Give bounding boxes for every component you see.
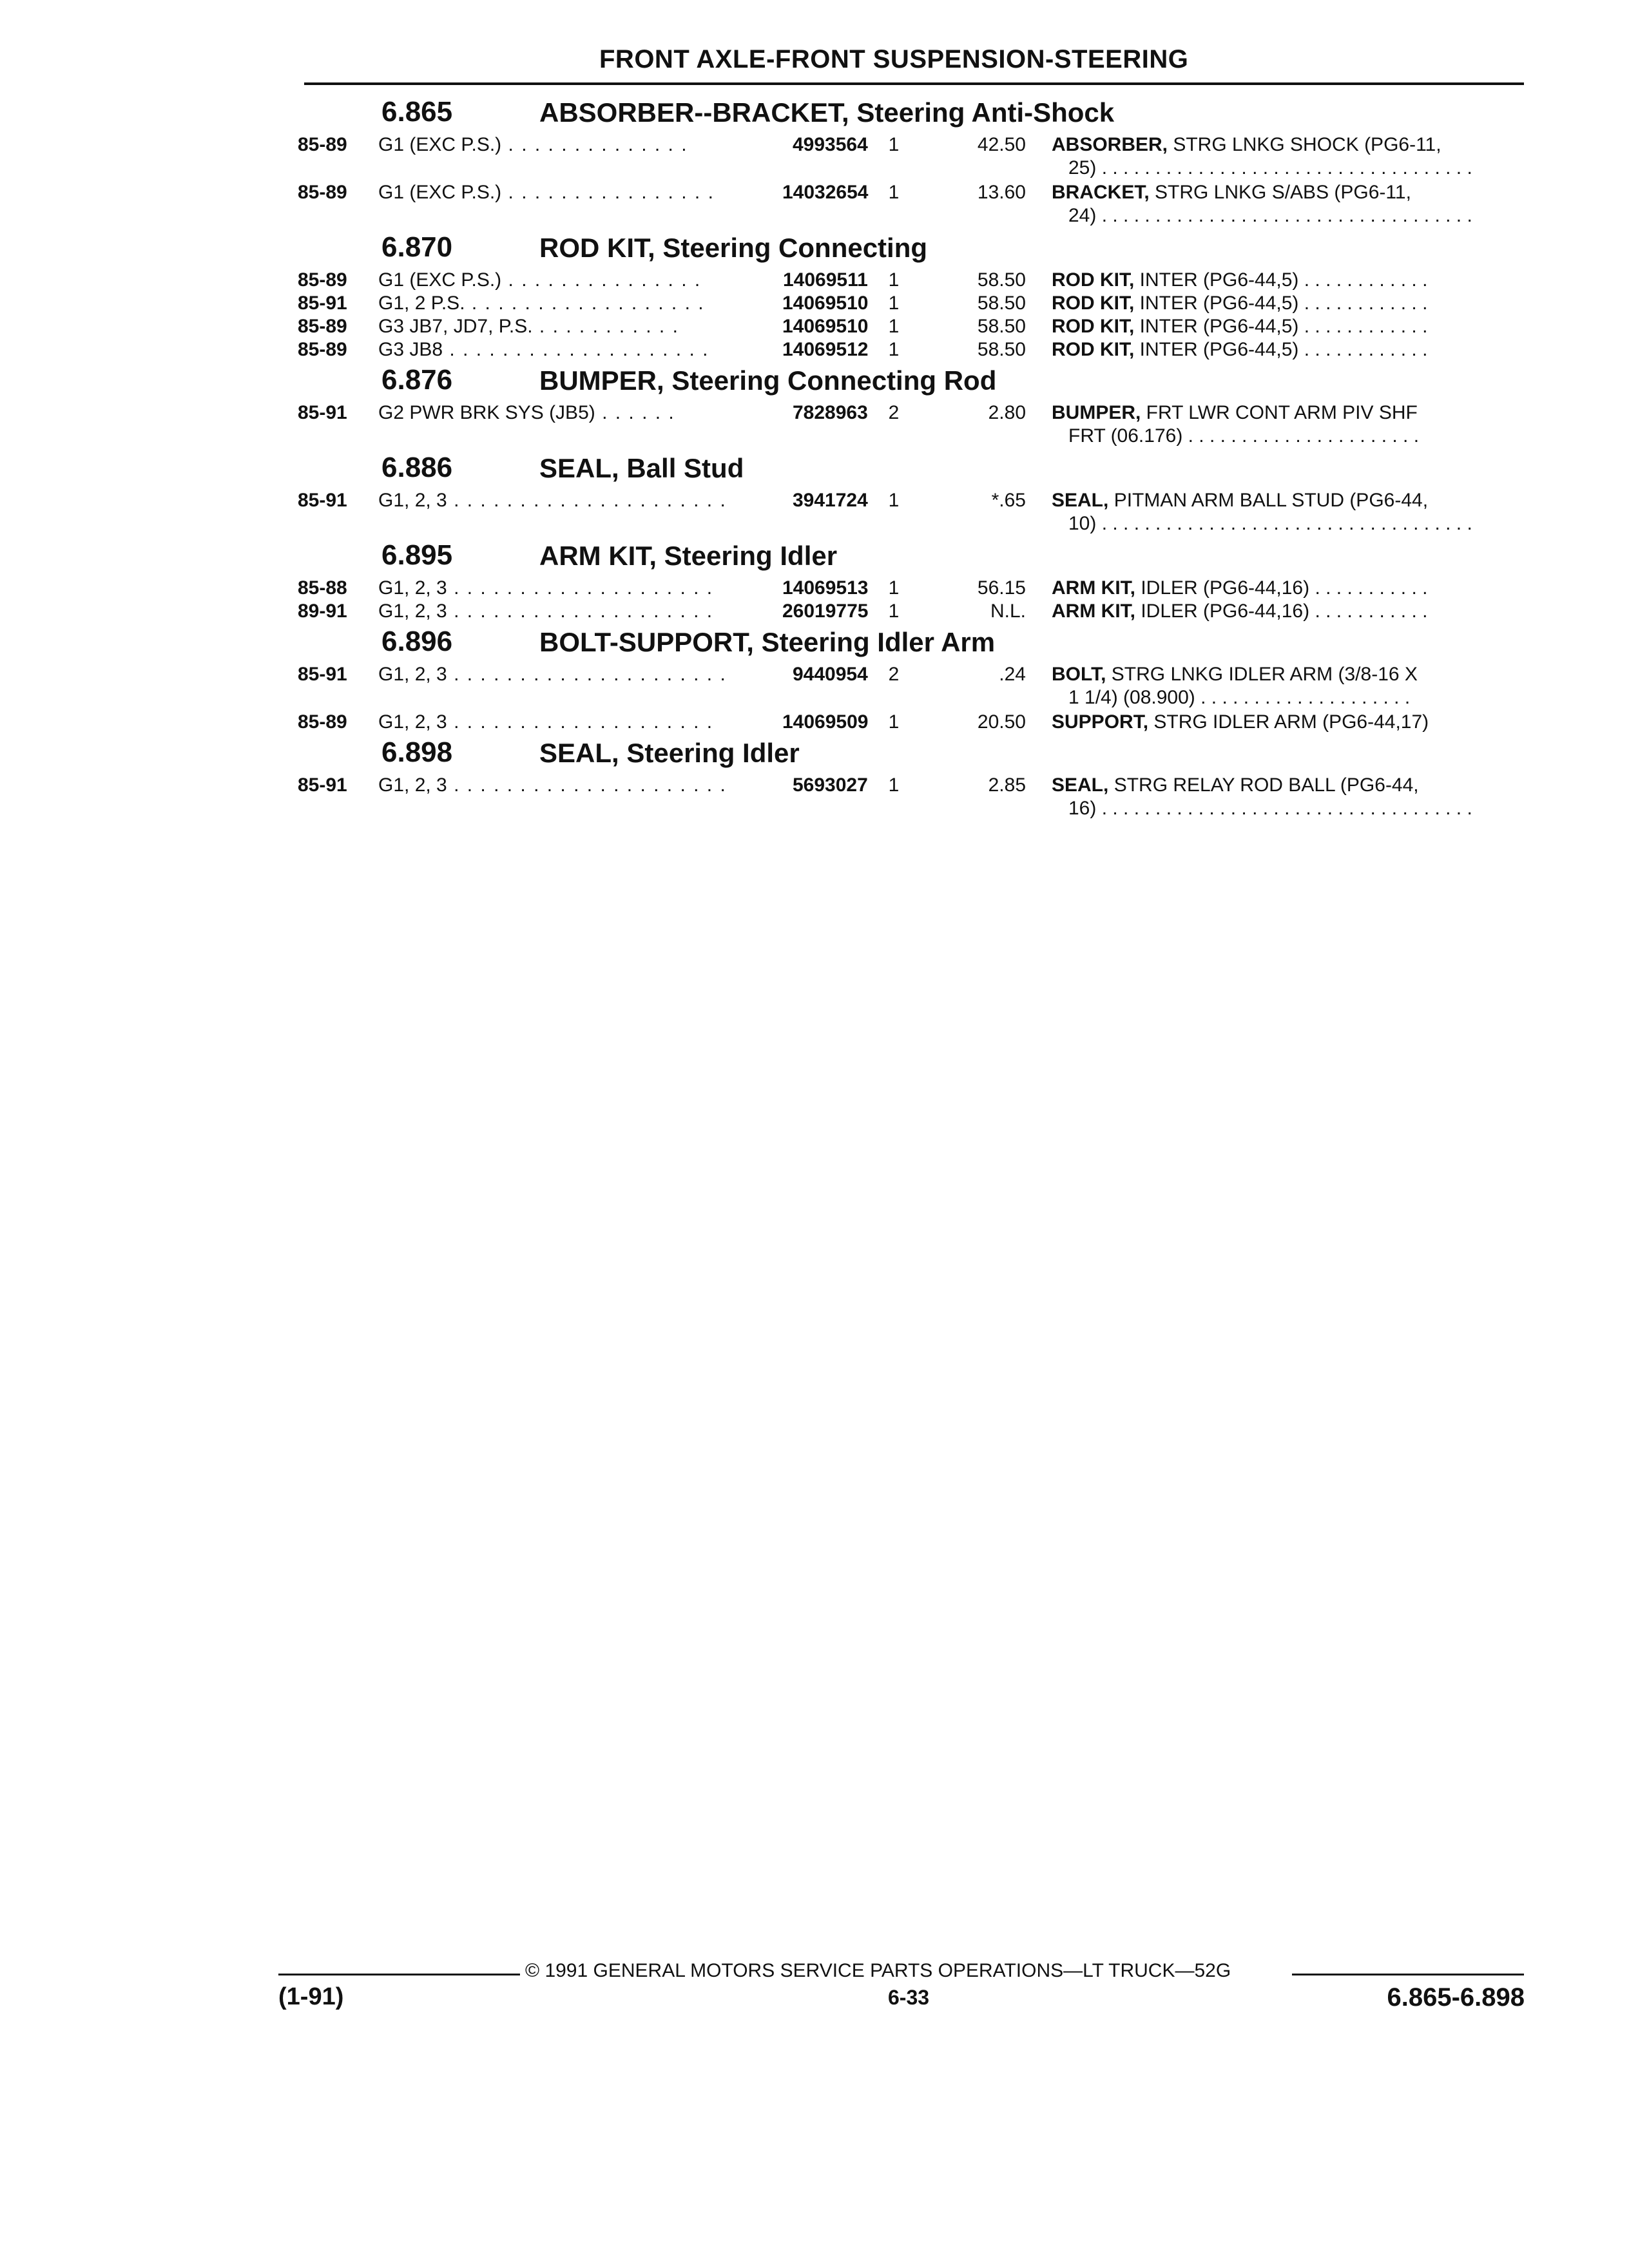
description-line — [1052, 292, 1503, 315]
quantity: 1 — [888, 269, 900, 291]
description-line — [1052, 600, 1503, 623]
part-number: 14069510 — [775, 315, 868, 338]
description-line — [1052, 711, 1503, 734]
part-number: 9440954 — [785, 663, 868, 686]
section-code: 6.896 — [381, 626, 453, 657]
part-row — [298, 489, 1528, 537]
description-line — [1052, 181, 1503, 204]
description-name: SUPPORT, — [1052, 711, 1149, 733]
quantity: 1 — [888, 577, 900, 599]
part-row — [298, 133, 1528, 181]
description-detail: STRG LNKG IDLER ARM (3/8-16 X — [1106, 664, 1418, 685]
description-detail: STRG IDLER ARM (PG6-44,17) — [1148, 711, 1429, 733]
leader-dots: . . . . . . . . . . . . . . . . — [501, 182, 715, 203]
part-number: 14069513 — [775, 577, 868, 600]
part-row — [298, 401, 1528, 449]
model-years: 85-89 — [298, 316, 347, 337]
catalog-section — [298, 623, 1528, 734]
usage-text: G3 JB8 — [378, 339, 443, 360]
leader-dots: . . . . . . — [595, 402, 675, 423]
model-years: 85-88 — [298, 577, 347, 599]
part-number: 3941724 — [785, 489, 868, 512]
description — [1052, 269, 1503, 292]
description-name: SEAL, — [1052, 774, 1109, 796]
part-number: 14069509 — [775, 711, 868, 734]
description-continuation: FRT (06.176) . . . . . . . . . . . . . . . . . . . . . . — [1068, 425, 1420, 447]
usage-text: G1, 2, 3 — [378, 577, 447, 599]
part-row — [298, 711, 1528, 734]
section-header — [298, 537, 1528, 577]
usage-text: G1, 2 P.S. — [378, 293, 465, 314]
leader-dots: . . . . . . . . . . . — [532, 316, 679, 337]
footer-rule-left — [278, 1974, 520, 1975]
price: 58.50 — [977, 339, 1026, 360]
section-code: 6.876 — [381, 364, 453, 396]
price: 2.85 — [988, 774, 1026, 796]
footer-date: (1-91) — [278, 1983, 344, 2010]
description-name: ARM KIT, — [1052, 601, 1135, 622]
leader-dots: . . . . . . . . . . . . . . . . . . . . — [447, 601, 714, 622]
part-row — [298, 600, 1528, 623]
leader-dots: . . . . . . . . . . . . . . . . . . . . — [443, 339, 709, 360]
description-detail: INTER (PG6-44,5) . . . . . . . . . . . . — [1134, 316, 1428, 337]
price: 58.50 — [977, 293, 1026, 314]
description — [1052, 663, 1503, 709]
catalog-section — [298, 93, 1528, 229]
model-years: 85-91 — [298, 402, 347, 423]
description — [1052, 577, 1503, 600]
description-name: BOLT, — [1052, 664, 1106, 685]
section-title: ARM KIT, Steering Idler — [539, 541, 838, 571]
description — [1052, 711, 1503, 734]
price: 2.80 — [988, 402, 1026, 423]
footer-section-range: 6.865-6.898 — [1387, 1983, 1525, 2012]
description-line — [1052, 663, 1503, 686]
description-name: ROD KIT, — [1052, 316, 1135, 337]
description-line — [1052, 577, 1503, 600]
section-header — [298, 361, 1528, 401]
leader-dots: . . . . . . . . . . . . . . . . . . — [465, 293, 705, 314]
usage-text: G1, 2, 3 — [378, 774, 447, 796]
catalog-section — [298, 537, 1528, 623]
catalog-section — [298, 229, 1528, 361]
price: 13.60 — [977, 182, 1026, 203]
quantity: 2 — [888, 664, 900, 685]
quantity: 1 — [888, 339, 900, 360]
description — [1052, 600, 1503, 623]
description-detail: IDLER (PG6-44,16) . . . . . . . . . . . — [1135, 601, 1428, 622]
model-years: 85-91 — [298, 293, 347, 314]
section-code: 6.865 — [381, 96, 453, 128]
description-name: ROD KIT, — [1052, 339, 1135, 360]
quantity: 1 — [888, 774, 900, 796]
description-name: ROD KIT, — [1052, 269, 1135, 291]
description — [1052, 315, 1503, 338]
section-title: BUMPER, Steering Connecting Rod — [539, 365, 997, 396]
quantity: 1 — [888, 601, 900, 622]
description-name: SEAL, — [1052, 490, 1109, 511]
description — [1052, 401, 1503, 448]
description — [1052, 774, 1503, 820]
part-number: 14069510 — [775, 292, 868, 315]
quantity: 1 — [888, 490, 900, 511]
description-detail: INTER (PG6-44,5) . . . . . . . . . . . . — [1134, 269, 1428, 291]
price: 56.15 — [977, 577, 1026, 599]
part-row — [298, 338, 1528, 361]
part-number: 7828963 — [785, 401, 868, 425]
description-continuation: 24) . . . . . . . . . . . . . . . . . . . . . . . . . . . . . . . . . . . — [1068, 205, 1472, 226]
description-name: ABSORBER, — [1052, 134, 1168, 155]
section-title: SEAL, Ball Stud — [539, 453, 744, 483]
part-row — [298, 663, 1528, 711]
price: N.L. — [990, 601, 1026, 622]
description-name: ARM KIT, — [1052, 577, 1135, 599]
price: 58.50 — [977, 316, 1026, 337]
section-code: 6.898 — [381, 736, 453, 768]
footer-rule-right — [1292, 1974, 1524, 1975]
part-number: 14069512 — [775, 338, 868, 361]
description-line — [1052, 269, 1503, 292]
catalog-section — [298, 734, 1528, 822]
description-continuation: 16) . . . . . . . . . . . . . . . . . . . . . . . . . . . . . . . . . . . — [1068, 798, 1472, 819]
section-header — [298, 229, 1528, 269]
description-detail: INTER (PG6-44,5) . . . . . . . . . . . . — [1134, 293, 1428, 314]
description-continuation: 25) . . . . . . . . . . . . . . . . . . . . . . . . . . . . . . . . . . . — [1068, 157, 1472, 178]
part-number: 4993564 — [785, 133, 868, 157]
part-row — [298, 577, 1528, 600]
model-years: 89-91 — [298, 601, 347, 622]
parts-catalog — [298, 93, 1528, 822]
description-detail: IDLER (PG6-44,16) . . . . . . . . . . . — [1135, 577, 1428, 599]
description — [1052, 338, 1503, 361]
model-years: 85-89 — [298, 269, 347, 291]
usage-text: G1, 2, 3 — [378, 601, 447, 622]
price: 42.50 — [977, 134, 1026, 155]
description-name: BRACKET, — [1052, 182, 1150, 203]
part-number: 14069511 — [775, 269, 868, 292]
part-row — [298, 269, 1528, 292]
quantity: 1 — [888, 711, 900, 733]
footer-copyright: © 1991 GENERAL MOTORS SERVICE PARTS OPERATIONS—LT TRUCK—52G — [525, 1960, 1231, 1981]
price: .24 — [999, 664, 1026, 685]
quantity: 1 — [888, 293, 900, 314]
part-row — [298, 181, 1528, 229]
quantity: 1 — [888, 182, 900, 203]
description-line — [1052, 489, 1503, 512]
leader-dots: . . . . . . . . . . . . . . . . . . . . . — [447, 774, 727, 796]
description — [1052, 181, 1503, 227]
model-years: 85-89 — [298, 182, 347, 203]
description-detail: STRG LNKG SHOCK (PG6-11, — [1168, 134, 1441, 155]
section-code: 6.870 — [381, 231, 453, 263]
leader-dots: . . . . . . . . . . . . . . . . . . . . . — [447, 490, 727, 511]
section-code: 6.886 — [381, 452, 453, 483]
description-line — [1052, 315, 1503, 338]
section-title: SEAL, Steering Idler — [539, 738, 800, 768]
description — [1052, 489, 1503, 535]
title-rule — [304, 82, 1524, 85]
part-number: 14032654 — [775, 181, 868, 204]
description-continuation: 1 1/4) (08.900) . . . . . . . . . . . . . . . . . . . . — [1068, 687, 1411, 708]
section-code: 6.895 — [381, 539, 453, 571]
description-line — [1052, 133, 1503, 157]
leader-dots: . . . . . . . . . . . . . . . — [501, 269, 702, 291]
description-line — [1052, 401, 1503, 425]
description-line — [1052, 774, 1503, 797]
model-years: 85-91 — [298, 490, 347, 511]
description-detail: STRG RELAY ROD BALL (PG6-44, — [1108, 774, 1419, 796]
leader-dots: . . . . . . . . . . . . . . . . . . . . . — [447, 664, 727, 685]
section-header — [298, 734, 1528, 774]
part-row — [298, 315, 1528, 338]
quantity: 1 — [888, 134, 900, 155]
price: 58.50 — [977, 269, 1026, 291]
model-years: 85-91 — [298, 664, 347, 685]
leader-dots: . . . . . . . . . . . . . . . . . . . . — [447, 577, 714, 599]
description-continuation: 10) . . . . . . . . . . . . . . . . . . . . . . . . . . . . . . . . . . . — [1068, 513, 1472, 534]
section-title: BOLT-SUPPORT, Steering Idler Arm — [539, 627, 996, 657]
model-years: 85-89 — [298, 711, 347, 733]
description-detail: PITMAN ARM BALL STUD (PG6-44, — [1108, 490, 1429, 511]
section-header — [298, 449, 1528, 489]
model-years: 85-89 — [298, 339, 347, 360]
catalog-section — [298, 361, 1528, 449]
quantity: 2 — [888, 402, 900, 423]
quantity: 1 — [888, 316, 900, 337]
model-years: 85-89 — [298, 134, 347, 155]
catalog-section — [298, 449, 1528, 537]
usage-text: G1, 2, 3 — [378, 490, 447, 511]
section-title: ROD KIT, Steering Connecting — [539, 233, 928, 263]
price: 20.50 — [977, 711, 1026, 733]
usage-text: G2 PWR BRK SYS (JB5) — [378, 402, 595, 423]
usage-text: G1 (EXC P.S.) — [378, 134, 502, 155]
part-row — [298, 292, 1528, 315]
section-header — [298, 93, 1528, 133]
page-title: FRONT AXLE-FRONT SUSPENSION-STEERING — [599, 45, 1189, 73]
price: *.65 — [991, 490, 1026, 511]
description-detail: STRG LNKG S/ABS (PG6-11, — [1149, 182, 1411, 203]
leader-dots: . . . . . . . . . . . . . . . . . . . . — [447, 711, 714, 733]
part-number: 26019775 — [775, 600, 868, 623]
usage-text: G1 (EXC P.S.) — [378, 182, 502, 203]
section-title: ABSORBER--BRACKET, Steering Anti-Shock — [539, 97, 1115, 128]
description-detail: FRT LWR CONT ARM PIV SHF — [1141, 402, 1418, 423]
description-line — [1052, 338, 1503, 361]
description-detail: INTER (PG6-44,5) . . . . . . . . . . . . — [1134, 339, 1428, 360]
usage-text: G3 JB7, JD7, P.S. — [378, 316, 533, 337]
leader-dots: . . . . . . . . . . . . . . — [501, 134, 688, 155]
usage-text: G1, 2, 3 — [378, 711, 447, 733]
part-number: 5693027 — [785, 774, 868, 797]
usage-text: G1 (EXC P.S.) — [378, 269, 502, 291]
description — [1052, 292, 1503, 315]
usage-text: G1, 2, 3 — [378, 664, 447, 685]
part-row — [298, 774, 1528, 822]
footer-page-number: 6-33 — [888, 1986, 930, 2009]
model-years: 85-91 — [298, 774, 347, 796]
description-name: BUMPER, — [1052, 402, 1141, 423]
section-header — [298, 623, 1528, 663]
description — [1052, 133, 1503, 180]
description-name: ROD KIT, — [1052, 293, 1135, 314]
